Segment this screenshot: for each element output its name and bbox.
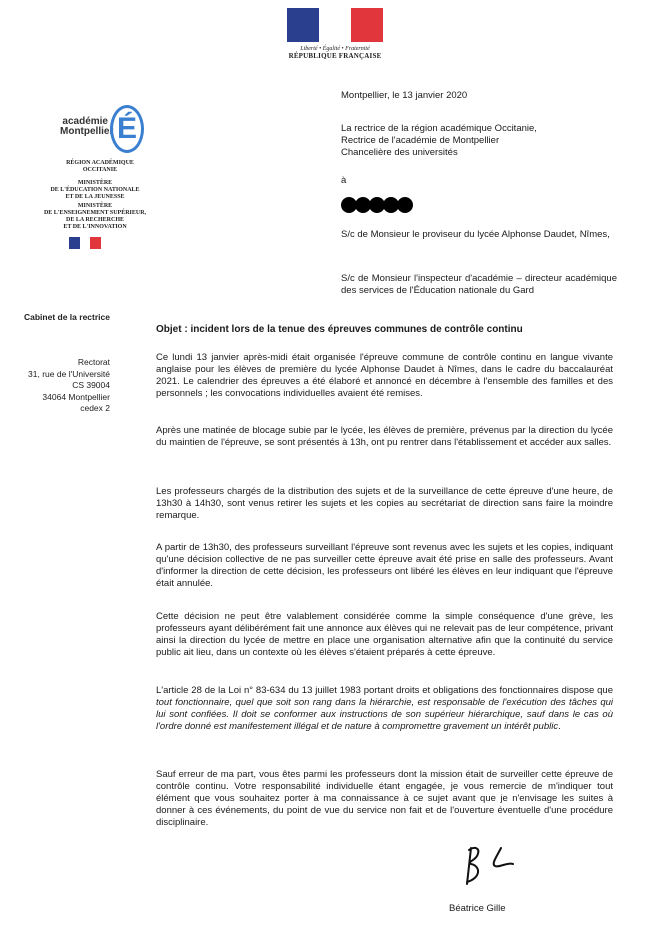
region-line: RÉGION ACADÉMIQUE	[66, 160, 134, 166]
ministry-line: MINISTÈRE	[77, 203, 113, 209]
region-line: OCCITANIE	[82, 167, 118, 173]
sender-line: Chancelière des universités	[341, 147, 458, 158]
academy-logo-line2: Montpellier	[60, 126, 114, 137]
region-label	[40, 160, 160, 174]
small-republic-flag-icon	[69, 237, 101, 249]
address-block	[0, 357, 110, 415]
ministry-line: ET DE L'INNOVATION	[63, 224, 127, 230]
recipient-prefix: à	[341, 175, 347, 186]
via-proviseur: S/c de Monsieur le proviseur du lycée Alphonse Daudet, Nîmes,	[341, 229, 610, 240]
ministry-line: DE L'ENSEIGNEMENT SUPÉRIEUR,	[43, 210, 147, 216]
ministries-block	[30, 180, 160, 231]
sender-block	[341, 123, 537, 159]
ministry-line: DE LA RECHERCHE	[65, 217, 124, 223]
republic-motto: Liberté • Égalité • Fraternité	[300, 46, 370, 52]
paragraph-6	[156, 685, 613, 733]
ministry-line: MINISTÈRE	[77, 180, 113, 186]
academy-e-icon: É	[110, 105, 144, 153]
letter-date: Montpellier, le 13 janvier 2020	[341, 90, 468, 101]
republique-francaise-logo	[287, 8, 383, 60]
sender-line: La rectrice de la région académique Occitanie,	[341, 123, 537, 134]
handwritten-signature-icon	[455, 842, 535, 888]
paragraph-3: Les professeurs chargés de la distribution des sujets et de la surveillance de cette épreuve d'une heure, de 13h30 à 14h30, sont venus retirer les sujets et les copies au secrétariat de direction sans faire la moindre remarque.	[156, 486, 613, 521]
cabinet-label: Cabinet de la rectrice	[24, 312, 110, 322]
address-line: CS 39004	[72, 380, 110, 390]
address-line: 34064 Montpellier	[42, 391, 110, 402]
law-intro: L'article 28 de la Loi n° 83-634 du 13 juillet 1983 portant droits et obligations des fonctionnaires dispose que	[156, 685, 613, 696]
academy-logo-line1: académie	[62, 116, 108, 127]
signer-name: Béatrice Gille	[449, 903, 506, 914]
letter-subject: Objet : incident lors de la tenue des épreuves communes de contrôle continu	[156, 324, 523, 335]
ministry-line: ET DE LA JEUNESSE	[65, 194, 125, 200]
paragraph-5: Cette décision ne peut être valablement considérée comme la simple conséquence d'une grève, les professeurs ayant délibérément fait une annonce aux élèves qui ne relevait pas de leur compétence, privant ainsi la direction du lycée de mettre en place une organisation alternative afin que la continuité du service public ait lieu, dans un contexte où les élèves s'étaient préparés à cette épreuve.	[156, 611, 613, 658]
paragraph-1: Ce lundi 13 janvier après-midi était organisée l'épreuve commune de contrôle continu en langue vivante anglaise pour les élèves de première du lycée Alphonse Daudet à Nîmes, dans le cadre du baccalauréat 2021. Le calendrier des épreuves a été élaboré et annoncé en décembre à l'ensemble des familles et des personnels ; les convocations individuelles avaient été remises.	[156, 352, 613, 399]
law-quote: tout fonctionnaire, quel que soit son rang dans la hiérarchie, est responsable de l'exécution des tâches qui lui sont confiées. Il doit se conformer aux instructions de son supérieur hiérarchique, sauf dans le cas où l'ordre donné est manifestement illégal et de nature à compromettre gravement un intérêt public	[156, 697, 613, 732]
via-inspecteur: S/c de Monsieur l'inspecteur d'académie – directeur académique des services de l'Éducation nationale du Gard	[341, 273, 617, 296]
redacted-recipient	[341, 197, 411, 213]
academie-montpellier-logo	[60, 105, 150, 157]
paragraph-2: Après une matinée de blocage subie par le lycée, les élèves de première, prévenus par la direction du lycée du maintien de l'épreuve, se sont présentés à 13h, ont pu rentrer dans l'établissement et accéder aux salles.	[156, 425, 613, 448]
address-line: cedex 2	[80, 403, 110, 413]
republic-name: RÉPUBLIQUE FRANÇAISE	[288, 52, 382, 60]
paragraph-7: Sauf erreur de ma part, vous êtes parmi les professeurs dont la mission était de surveiller cette épreuve de contrôle continu. Votre responsabilité individuelle étant engagée, je vous remercie de m'indiquer tout élément que vous souhaitez porter à ma connaissance à ce sujet avant que je n'envisage les suites à donner à ces événements, du point de vue du service non fait et de l'ouverture éventuelle d'une procédure disciplinaire.	[156, 769, 613, 828]
address-line: Rectorat	[77, 357, 110, 367]
address-line: 31, rue de l'Université	[28, 368, 110, 379]
ministry-line: DE L'ÉDUCATION NATIONALE	[50, 187, 140, 193]
sender-line: Rectrice de l'académie de Montpellier	[341, 135, 500, 146]
marianne-flag-icon	[287, 8, 383, 42]
paragraph-4: A partir de 13h30, des professeurs surveillant l'épreuve sont revenus avec les sujets et les copies, indiquant qu'une décision collective de ne pas surveiller cette épreuve avait été prise en salle des professeurs. Avant d'informer la direction de cette décision, les professeurs ont libéré les élèves en leur indiquant que l'épreuve était annulée.	[156, 542, 613, 589]
law-end: .	[558, 721, 561, 732]
